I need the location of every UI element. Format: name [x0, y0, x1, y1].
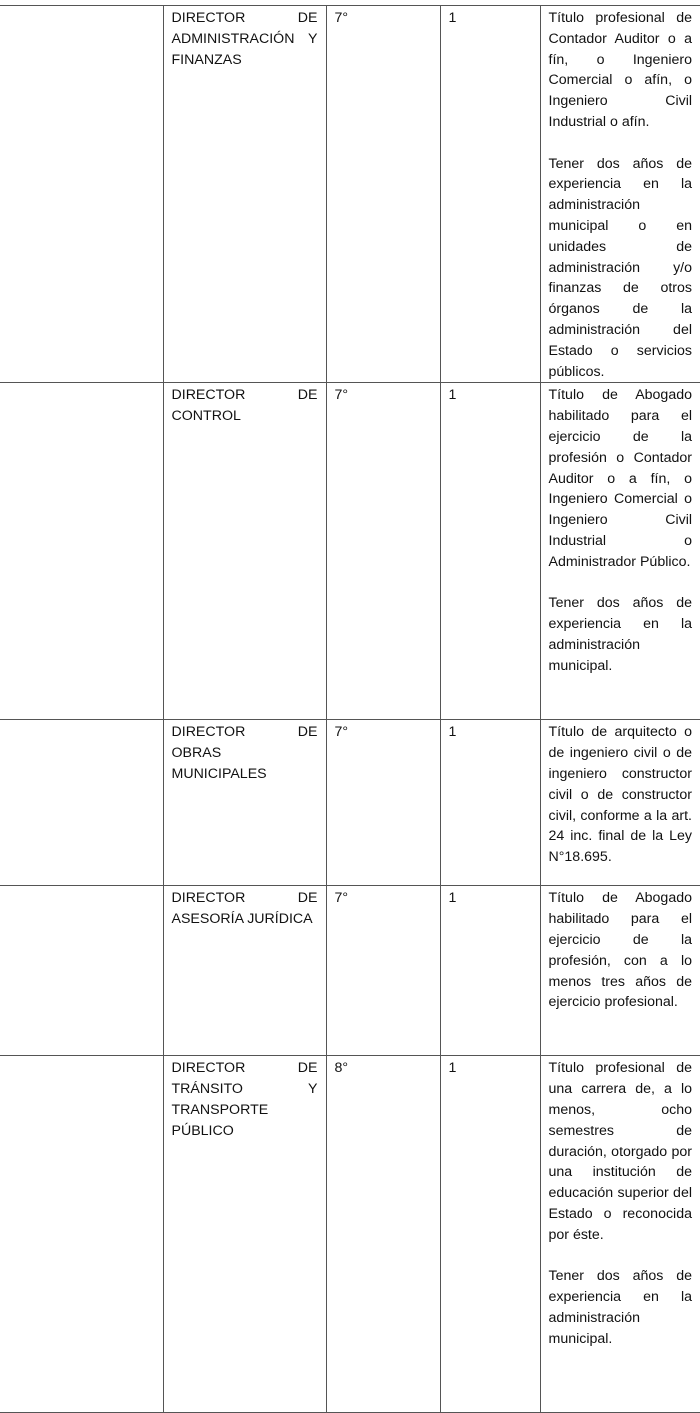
requirement-text: Tener dos años de experiencia en la administración municipal.: [548, 595, 692, 674]
grade-cell: 7°: [326, 886, 440, 1056]
requirements-cell: [540, 383, 700, 720]
requirement-text: Título de arquitecto o de ingeniero civil o de ingeniero constructor civil o de constructor civil, conforme a la art. 24 inc. final de la Ley N°18.695.: [548, 724, 692, 866]
staffing-table: [0, 5, 700, 1413]
requirement-text: Título profesional de Contador Auditor o a fín, o Ingeniero Comercial o afín, o Ingeniero Civil Industrial o afín.: [548, 10, 692, 130]
blank-cell: [0, 383, 163, 720]
table-row: [0, 6, 700, 383]
requirement-text: Título de Abogado habilitado para el ejercicio de la profesión o Contador Auditor o a fín, o Ingeniero Comercial o Ingeniero Civil Industrial o Administrador Público.: [548, 387, 692, 570]
requirement-text: Tener dos años de experiencia en la administración municipal.: [548, 1268, 692, 1347]
position-cell: DIRECTOR DE TRÁNSITO Y TRANSPORTE PÚBLICO: [163, 1056, 326, 1413]
grade-cell: 8°: [326, 1056, 440, 1413]
table-row: [0, 886, 700, 1056]
requirements-cell: [540, 720, 700, 886]
grade-cell: 7°: [326, 6, 440, 383]
position-cell: DIRECTOR DE OBRAS MUNICIPALES: [163, 720, 326, 886]
blank-cell: [0, 6, 163, 383]
position-cell: DIRECTOR DE CONTROL: [163, 383, 326, 720]
requirement-text: Tener dos años de experiencia en la administración municipal o en unidades de administración y/o finanzas de otros órganos de la administración del Estado o servicios públicos.: [548, 155, 692, 380]
position-cell: DIRECTOR DE ADMINISTRACIÓN Y FINANZAS: [163, 6, 326, 383]
requirements-cell: [540, 6, 700, 383]
grade-cell: 7°: [326, 383, 440, 720]
blank-cell: [0, 720, 163, 886]
requirement-text: Título profesional de una carrera de, a lo menos, ocho semestres de duración, otorgado por una institución de educación superior del Estado o reconocida por éste.: [548, 1060, 692, 1243]
table-row: [0, 1056, 700, 1413]
table-row: [0, 720, 700, 886]
quantity-cell: 1: [440, 720, 540, 886]
quantity-cell: 1: [440, 383, 540, 720]
quantity-cell: 1: [440, 6, 540, 383]
blank-cell: [0, 886, 163, 1056]
requirement-text: Título de Abogado habilitado para el ejercicio de la profesión, con a lo menos tres años de ejercicio profesional.: [548, 890, 692, 1011]
position-cell: DIRECTOR DE ASESORÍA JURÍDICA: [163, 886, 326, 1056]
blank-cell: [0, 1056, 163, 1413]
requirements-cell: [540, 886, 700, 1056]
requirements-cell: [540, 1056, 700, 1413]
table-row: [0, 383, 700, 720]
quantity-cell: 1: [440, 886, 540, 1056]
quantity-cell: 1: [440, 1056, 540, 1413]
grade-cell: 7°: [326, 720, 440, 886]
